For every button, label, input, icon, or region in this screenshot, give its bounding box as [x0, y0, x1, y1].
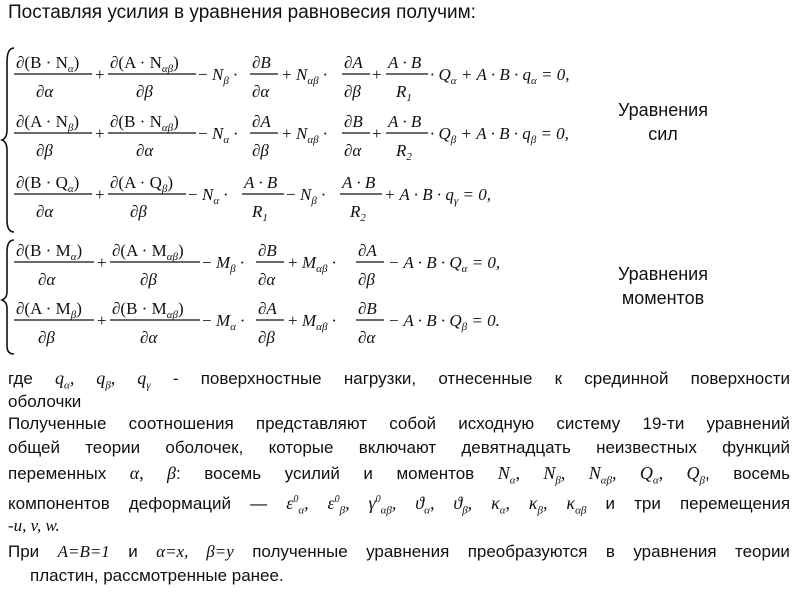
svg-text:Nβ ·: $N_\beta$ · — [300, 185, 326, 207]
svg-text:Mα ·: $M_\alpha$ · — [216, 311, 245, 333]
svg-text:−: − — [198, 65, 208, 84]
moment-system-brace — [2, 240, 14, 354]
label-force-equations-line2: сил — [648, 124, 678, 144]
system-line-3-b: : восемь усилий и моментов — [176, 464, 475, 483]
svg-text:+: + — [97, 311, 107, 330]
svg-text:+: + — [288, 253, 298, 272]
svg-text:−: − — [286, 185, 296, 204]
label-force-equations-line1: Уравнения — [618, 100, 708, 120]
force-equation-3 — [14, 173, 491, 224]
svg-text:∂α: ∂α — [252, 82, 270, 101]
displacements-symbols: -u, v, w. — [8, 516, 60, 535]
svg-text:− A · B · Qβ = 0.: − $A \cdot B \cdot Q_\beta = 0$. — [388, 311, 500, 333]
svg-text:+: + — [95, 65, 105, 84]
svg-text:∂α: ∂α — [136, 141, 154, 160]
svg-text:R2: $R_2$ — [396, 141, 412, 163]
system-line-4-b: и три перемещения — [605, 494, 791, 513]
svg-text:∂β: ∂β — [358, 270, 375, 289]
svg-text:+: + — [97, 253, 107, 272]
svg-text:R2: $R_2$ — [350, 202, 366, 224]
svg-text:∂(B · Nα): $\partial(B \cdot N_\alpha)$ — [16, 53, 80, 75]
loads-symbols: $q_\alpha$, $q_\beta$, $q_\gamma$ — [55, 368, 151, 392]
svg-text:∂β: ∂β — [140, 270, 157, 289]
plates-line-1-a: При — [8, 542, 40, 561]
svg-text:+: + — [372, 124, 382, 143]
system-line-1: Полученные соотношения представляют собой исходную систему 19-ти уравнений — [8, 414, 790, 433]
svg-text:+: + — [282, 124, 292, 143]
svg-text:A · B: A · B — [388, 112, 422, 131]
svg-text:−: − — [202, 253, 212, 272]
loads-tail: оболочки — [8, 392, 82, 411]
moment-equation-1 — [14, 241, 500, 289]
svg-text:∂B: ∂B — [258, 241, 277, 260]
svg-text:∂A: ∂A — [358, 241, 377, 260]
svg-text:Nαβ ·: $N_{\alpha\beta}$ · — [296, 65, 328, 87]
loads-text: - поверхностные нагрузки, отнесенные к срединной поверхности — [172, 369, 791, 388]
moment-equation-2 — [14, 299, 500, 347]
force-equation-1 — [14, 53, 570, 104]
svg-text:∂α: ∂α — [140, 328, 158, 347]
svg-text:Mαβ ·: $M_{\alpha\beta}$ · — [302, 311, 336, 333]
svg-text:Mβ ·: $M_\beta$ · — [216, 253, 245, 275]
force-system-brace — [2, 48, 14, 232]
svg-text:Nα ·: $N_\alpha$ · — [212, 124, 238, 146]
forces-moments-symbols: $N_\alpha$, $N_\beta$, $N_{\alpha\beta}$, $Q_\alpha$, $Q_\beta$ — [497, 463, 705, 487]
svg-text:∂(B · Nαβ): $\partial(B \cdot N_{\alpha\beta})$ — [110, 112, 179, 134]
svg-text:∂β: ∂β — [258, 328, 275, 347]
svg-text:−: − — [202, 311, 212, 330]
svg-text:· Qβ + A · B · qβ = 0,: · $Q_\beta + A \cdot B \cdot q_\beta = 0$, — [430, 124, 569, 146]
svg-text:∂A: ∂A — [344, 53, 363, 72]
svg-text:∂B: ∂B — [344, 112, 363, 131]
svg-text:R1: $R_1$ — [252, 202, 268, 224]
label-moment-equations-line2: моментов — [621, 288, 705, 308]
svg-text:∂(A · Nαβ): $\partial(A \cdot N_{\alpha\beta})$ — [110, 53, 179, 75]
svg-text:∂A: ∂A — [258, 299, 277, 318]
svg-text:+ A · B · qγ = 0,: + $A \cdot B \cdot q_\gamma = 0$, — [384, 185, 491, 207]
svg-text:∂β: ∂β — [36, 141, 53, 160]
system-line-2: общей теории оболочек, которые включают девятнадцать неизвестных функций — [8, 438, 790, 457]
plates-line-2: пластин, рассмотренные ранее. — [30, 566, 284, 585]
plates-line-1 — [8, 540, 790, 564]
svg-text:A · B: A · B — [244, 173, 278, 192]
svg-text:∂(A · Qβ): $\partial(A \cdot Q_\beta)$ — [110, 173, 174, 195]
plates-line-1-c: и — [128, 542, 138, 561]
system-line-3-a: переменных — [8, 464, 107, 483]
svg-text:Nαβ ·: $N_{\alpha\beta}$ · — [296, 124, 328, 146]
deformation-symbols: $\varepsilon^0_\alpha$, $\varepsilon^0_\beta$, $\gamma^0_{\alpha\beta}$, $ϑ_\alpha$, $ϑ_\beta$, $\kappa_\alpha$, $\kappa_\beta$, $\kappa_{\alpha\beta}$ — [286, 493, 587, 517]
variables-symbols: α, β — [129, 463, 177, 483]
plates-condition-ab: A=B=1 — [57, 542, 110, 561]
svg-text:R1: $R_1$ — [396, 82, 412, 104]
svg-text:∂(A · Mαβ): $\partial(A \cdot M_{\alpha\beta})$ — [112, 241, 184, 263]
system-line-3-c: , восемь — [704, 464, 791, 483]
svg-text:∂α: ∂α — [344, 141, 362, 160]
svg-text:∂β: ∂β — [136, 82, 153, 101]
svg-text:+: + — [288, 311, 298, 330]
svg-text:∂β: ∂β — [344, 82, 361, 101]
system-line-5 — [8, 514, 790, 538]
svg-text:−: − — [198, 124, 208, 143]
svg-text:− A · B · Qα = 0,: − $A \cdot B \cdot Q_\alpha = 0$, — [388, 253, 501, 275]
svg-text:∂(B · Mαβ): $\partial(B \cdot M_{\alpha\beta})$ — [112, 299, 184, 321]
svg-text:∂α: ∂α — [36, 82, 54, 101]
svg-text:∂(B · Qα): $\partial(B \cdot Q_\alpha)$ — [16, 173, 80, 195]
plates-condition-xy: α=x, β=y — [156, 542, 234, 561]
svg-text:−: − — [188, 185, 198, 204]
svg-text:∂A: ∂A — [252, 112, 271, 131]
svg-text:∂B: ∂B — [252, 53, 271, 72]
svg-text:· Qα + A · B · qα = 0,: · $Q_\alpha + A \cdot B \cdot q_\alpha = 0$, — [430, 65, 570, 87]
label-moment-equations-line1: Уравнения — [618, 264, 708, 284]
svg-text:+: + — [95, 185, 105, 204]
svg-text:∂(A · Nβ): $\partial(A \cdot N_\beta)$ — [16, 112, 80, 134]
svg-text:∂α: ∂α — [358, 328, 376, 347]
svg-text:+: + — [95, 124, 105, 143]
svg-text:∂α: ∂α — [258, 270, 276, 289]
svg-text:Nα ·: $N_\alpha$ · — [202, 185, 228, 207]
svg-text:Nβ ·: $N_\beta$ · — [212, 65, 238, 87]
loads-prefix: где — [8, 369, 33, 388]
svg-text:Mαβ ·: $M_{\alpha\beta}$ · — [302, 253, 336, 275]
force-equation-2 — [14, 112, 569, 163]
svg-text:∂β: ∂β — [38, 328, 55, 347]
svg-text:A · B: A · B — [388, 53, 422, 72]
svg-text:+: + — [282, 65, 292, 84]
svg-text:∂(B · Mα): $\partial(B \cdot M_\alpha)$ — [16, 241, 83, 263]
svg-text:∂α: ∂α — [38, 270, 56, 289]
svg-text:∂(A · Mβ): $\partial(A \cdot M_\beta)$ — [16, 299, 82, 321]
svg-text:∂β: ∂β — [252, 141, 269, 160]
page-title: Поставляя усилия в уравнения равновесия получим: — [8, 2, 476, 23]
svg-text:∂B: ∂B — [358, 299, 377, 318]
system-line-4-a: компонентов деформаций — — [8, 494, 268, 513]
svg-text:+: + — [372, 65, 382, 84]
svg-text:∂β: ∂β — [130, 202, 147, 221]
plates-line-1-e: полученные уравнения преобразуются в уравнения теории — [252, 542, 790, 561]
svg-text:A · B: A · B — [342, 173, 376, 192]
svg-text:∂α: ∂α — [36, 202, 54, 221]
